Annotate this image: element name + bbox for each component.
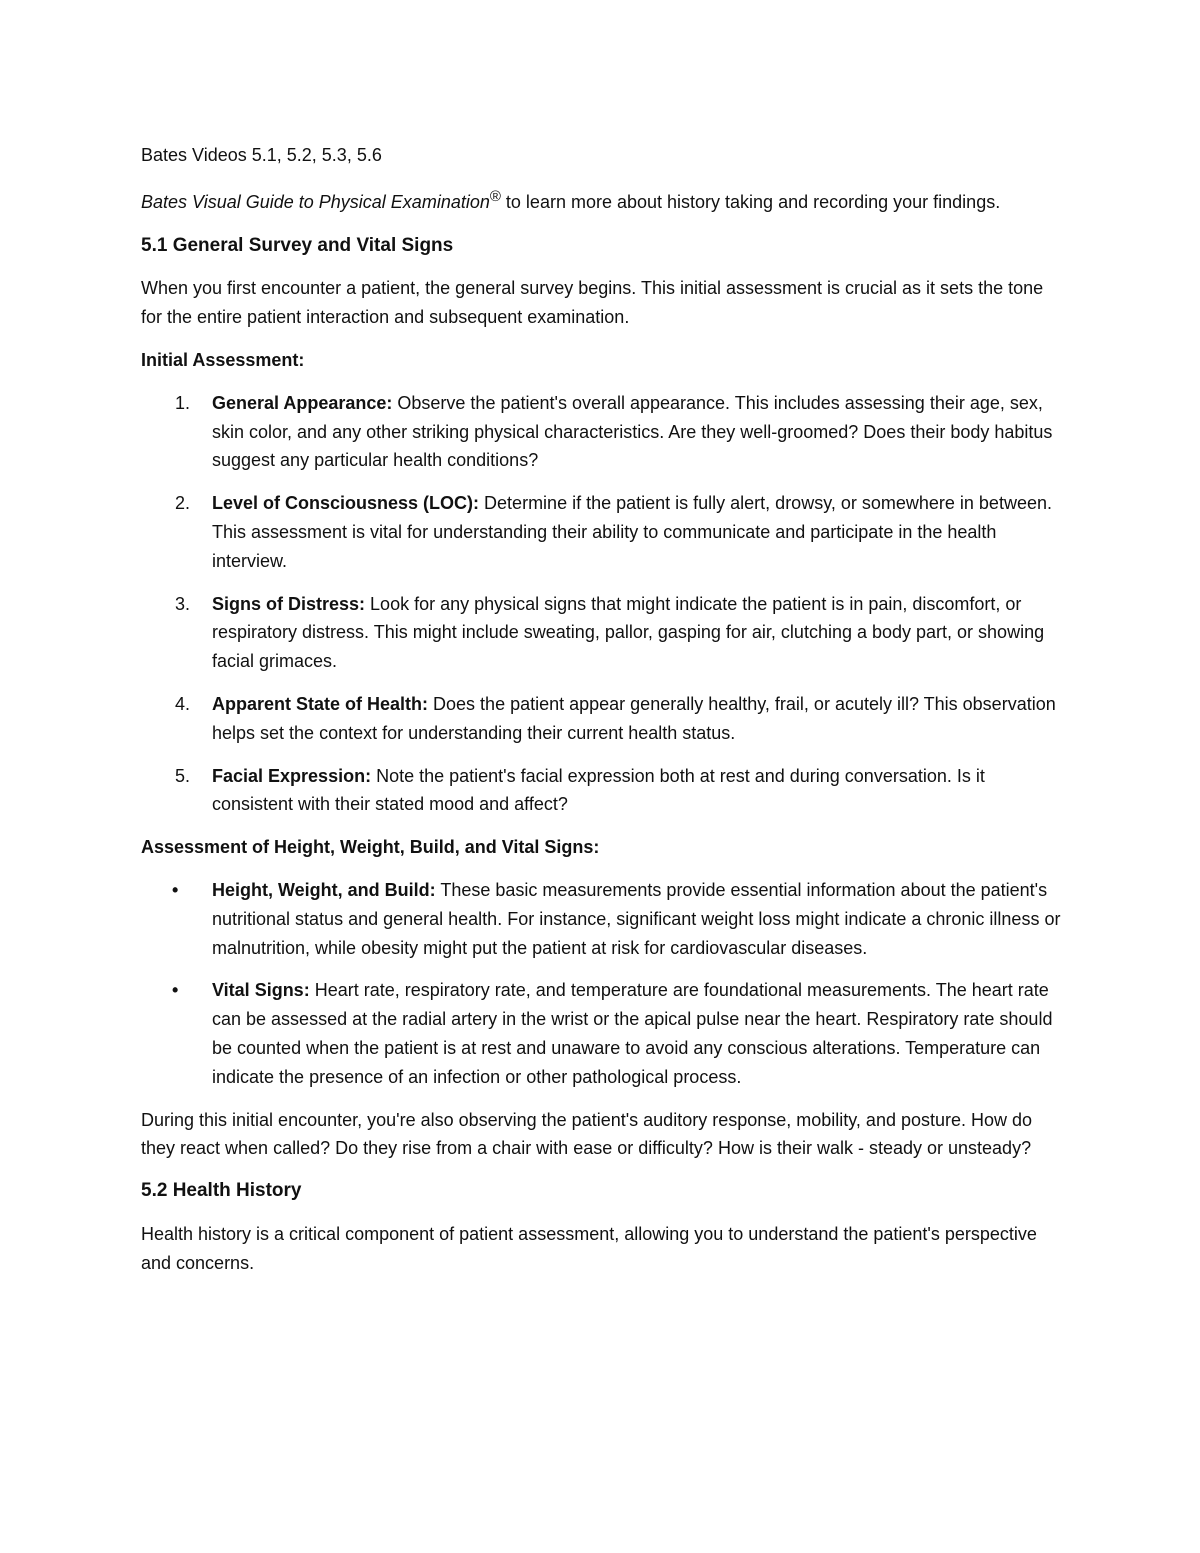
item-text: Note the patient's facial expression both at rest and during conversation. Is it consistent with their stated mood and affect? — [212, 765, 985, 815]
list-item — [141, 590, 1061, 676]
document-page — [141, 141, 1061, 1292]
bullet-icon: • — [172, 879, 179, 900]
video-reference-line: Bates Videos 5.1, 5.2, 5.3, 5.6 — [141, 145, 382, 165]
list-number: 2. — [175, 493, 191, 514]
intro-paragraph — [141, 183, 1061, 217]
list-item — [141, 690, 1061, 748]
item-text: Observe the patient's overall appearance. This includes assessing their age, sex, skin color, and any other striking physical characteristics. Are they well-groomed? Does their body habitus suggest any particular health conditions? — [212, 392, 1053, 471]
item-text: Heart rate, respiratory rate, and temperature are foundational measurements. The heart rate can be assessed at the radial artery in the wrist or the apical pulse near the heart. Respiratory rate should be counted when the patient is at rest and unaware to avoid any conscious alterations. Temperature can indicate the presence of an infection or other pathological process. — [212, 980, 1053, 1087]
item-text: These basic measurements provide essential information about the patient's nutritional status and general health. For instance, significant weight loss might indicate a chronic illness or malnutrition, while obesity might put the patient at risk for cardiovascular diseases. — [212, 879, 1061, 958]
list-number: 3. — [175, 593, 191, 614]
list-item — [141, 489, 1061, 575]
health-history-paragraph: Health history is a critical component of patient assessment, allowing you to understand the patient's perspective and concerns. — [141, 1223, 1037, 1273]
list-number: 1. — [175, 392, 191, 413]
list-item — [141, 389, 1061, 475]
initial-assessment-list — [141, 389, 1061, 819]
item-text: Does the patient appear generally healthy, frail, or acutely ill? This observation helps set the context for understanding their current health status. — [212, 693, 1056, 743]
item-term: Level of Consciousness (LOC): — [212, 493, 480, 514]
book-title: Bates Visual Guide to Physical Examination — [141, 191, 490, 212]
section-heading-general-survey: 5.1 General Survey and Vital Signs — [141, 234, 454, 256]
item-text: Determine if the patient is fully alert, drowsy, or somewhere in between. This assessment is vital for understanding their ability to communicate and participate in the health interview. — [212, 493, 1052, 571]
initial-encounter-paragraph: During this initial encounter, you're also observing the patient's auditory response, mobility, and posture. How do they react when called? Do they rise from a chair with ease or difficulty? How is their walk - steady or unsteady? — [141, 1109, 1033, 1159]
list-number: 4. — [175, 693, 191, 714]
registered-mark: ® — [489, 187, 501, 205]
item-term: General Appearance: — [212, 392, 393, 413]
item-term: Height, Weight, and Build: — [212, 879, 436, 900]
item-term: Vital Signs: — [212, 980, 310, 1001]
vitals-assessment-list — [141, 876, 1061, 1092]
list-number: 5. — [175, 765, 191, 786]
list-item — [141, 876, 1061, 962]
vitals-assessment-heading: Assessment of Height, Weight, Build, and Vital Signs: — [141, 837, 600, 858]
initial-assessment-heading: Initial Assessment: — [141, 349, 305, 370]
bullet-icon: • — [172, 980, 179, 1001]
list-item — [141, 762, 1061, 820]
item-term: Signs of Distress: — [212, 593, 366, 614]
item-term: Facial Expression: — [212, 765, 372, 786]
list-item — [141, 976, 1061, 1091]
intro-text: to learn more about history taking and recording your findings. — [500, 191, 1001, 212]
section-heading-health-history: 5.2 Health History — [141, 1180, 302, 1202]
item-term: Apparent State of Health: — [212, 693, 429, 714]
general-survey-paragraph: When you first encounter a patient, the general survey begins. This initial assessment is crucial as it sets the tone for the entire patient interaction and subsequent examination. — [141, 278, 1044, 328]
item-text: Look for any physical signs that might indicate the patient is in pain, discomfort, or respiratory distress. This might include sweating, pallor, gasping for air, clutching a body part, or showing facial grimaces. — [212, 593, 1045, 672]
